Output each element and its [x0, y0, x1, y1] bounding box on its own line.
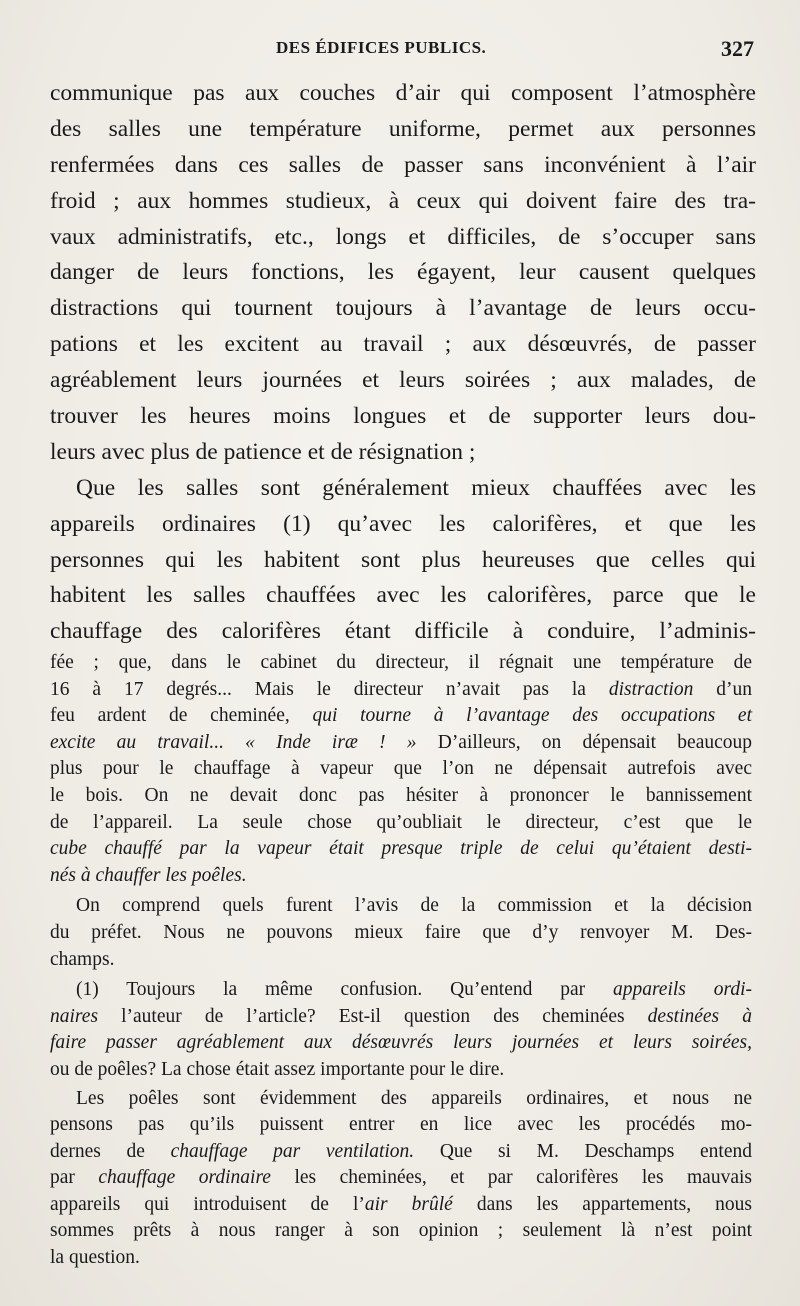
footnote-line	[50, 977, 752, 1004]
footnote-text: dans les appartements, nous	[452, 1193, 752, 1215]
footnote-text: la question.	[50, 1247, 140, 1269]
text-line: distractions qui tournent toujours à l’avantage de leurs occu-	[50, 295, 756, 322]
text-line: leurs avec plus de patience et de résignation ;	[50, 438, 476, 465]
footnote-text: par	[50, 1167, 99, 1189]
page-number: 327	[721, 36, 754, 61]
footnote-italic: faire passer agréablement aux désœuvrés leurs journées et leurs soirées,	[50, 1032, 752, 1054]
note-italic: nés à chauffer les poêles.	[50, 864, 247, 886]
note-text: plus pour le chauffage à vapeur que l’on ne dépensait autrefois avec	[50, 758, 752, 780]
note-line	[50, 703, 752, 730]
text-line: froid ; aux hommes studieux, à ceux qui doivent faire des tra-	[50, 187, 756, 214]
footnote-italic: chauffage ordinaire	[98, 1167, 271, 1189]
footnote-text: dernes de	[50, 1140, 171, 1162]
text-line: appareils ordinaires (1) qu’avec les calorifères, et que les	[50, 510, 756, 537]
footnote-line	[50, 1245, 752, 1272]
footnote-italic: appareils ordi-	[612, 979, 752, 1001]
text-line: agréablement leurs journées et leurs soirées ; aux malades, de	[50, 367, 756, 394]
text-line: chauffage des calorifères étant difficile à conduire, l’adminis-	[50, 618, 756, 645]
note-line: du préfet. Nous ne pouvons mieux faire que d’y renvoyer M. Des-	[50, 921, 752, 943]
footnote-text: les cheminées, et par calorifères les mauvais	[270, 1167, 752, 1189]
note-italic: excite au travail... « Inde iræ ! »	[50, 731, 417, 753]
note-line	[50, 730, 752, 757]
note-line	[50, 756, 752, 783]
note-text: d’un	[693, 678, 752, 700]
text-line: des salles une température uniforme, permet aux personnes	[50, 115, 756, 142]
note-italic: distraction	[608, 678, 694, 700]
footnote-line	[50, 1192, 752, 1219]
note-line: On comprend quels furent l’avis de la commission et la décision	[76, 895, 752, 917]
footnote-text: Que si M. Deschamps entend	[414, 1140, 752, 1162]
footnote-italic: naires	[50, 1005, 99, 1027]
note-text: 16 à 17 degrés... Mais le directeur n’avait pas la	[50, 678, 609, 700]
text-line: danger de leurs fonctions, les égayent, leur causent quelques	[50, 259, 756, 286]
footnote-italic: destinées à	[647, 1005, 752, 1027]
note-line	[50, 650, 752, 677]
note-line	[50, 810, 752, 837]
footnote-text: appareils qui introduisent de l’	[50, 1193, 365, 1215]
footnote-line	[50, 1218, 752, 1245]
note-line	[50, 836, 752, 863]
text-line: renfermées dans ces salles de passer sans inconvénient à l’air	[50, 151, 756, 178]
running-head: DES ÉDIFICES PUBLICS.	[276, 38, 487, 57]
note-italic: cube chauffé par la vapeur était presque triple de celui qu’étaient desti-	[50, 838, 752, 860]
note-text: feu ardent de cheminée,	[50, 705, 313, 727]
note-line	[50, 783, 752, 810]
notes-section	[50, 650, 752, 1272]
footnote-text: ou de poêles? La chose était assez importante pour le dire.	[50, 1058, 505, 1080]
footnote-text: Les poêles sont évidemment des appareils ordinaires, et nous ne	[76, 1087, 752, 1109]
footnote-line	[50, 1086, 752, 1113]
footnote-text: pensons pas qu’ils puissent entrer en lice avec les procédés mo-	[50, 1114, 752, 1136]
footnote-line	[50, 1112, 752, 1139]
note-text: de l’appareil. La seule chose qu’oubliait le directeur, c’est que le	[50, 811, 752, 833]
footnote-text: l’auteur de l’article? Est-il question des cheminées	[98, 1005, 648, 1027]
note-line	[50, 677, 752, 704]
footnote-italic: air brûlé	[364, 1193, 453, 1215]
footnote-italic: chauffage par ventilation.	[170, 1140, 415, 1162]
note-line	[50, 863, 752, 890]
footnote-text: sommes prêts à nous ranger à son opinion ; seulement là n’est point	[50, 1220, 752, 1242]
text-line: habitent les salles chauffées avec les calorifères, parce que le	[50, 582, 756, 609]
text-line: communique pas aux couches d’air qui composent l’atmosphère	[50, 80, 756, 106]
note-text: D’ailleurs, on dépensait beaucoup	[416, 731, 752, 753]
text-line: trouver les heures moins longues et de supporter leurs dou-	[50, 403, 756, 430]
text-line: pations et les excitent au travail ; aux désœuvrés, de passer	[50, 331, 756, 358]
note-italic: qui tourne à l’avantage des occupations et	[312, 705, 752, 727]
footnote-line	[50, 1139, 752, 1166]
footnote-line	[50, 1030, 752, 1057]
note-text: le bois. On ne devait donc pas hésiter à prononcer le bannissement	[50, 784, 752, 806]
text-line: Que les salles sont généralement mieux chauffées avec les	[76, 474, 756, 501]
footnote-text: (1) Toujours la même confusion. Qu’entend par	[76, 979, 613, 1001]
note-text: fée ; que, dans le cabinet du directeur, il régnait une température de	[50, 652, 752, 673]
note-line: champs.	[50, 948, 115, 970]
page-header	[0, 38, 800, 68]
footnote-line	[50, 1165, 752, 1192]
footnote-line	[50, 1004, 752, 1031]
text-line: personnes qui les habitent sont plus heureuses que celles qui	[50, 546, 756, 573]
footnote-line	[50, 1057, 752, 1084]
main-paragraph	[50, 76, 756, 650]
text-line: vaux administratifs, etc., longs et difficiles, de s’occuper sans	[50, 223, 756, 250]
